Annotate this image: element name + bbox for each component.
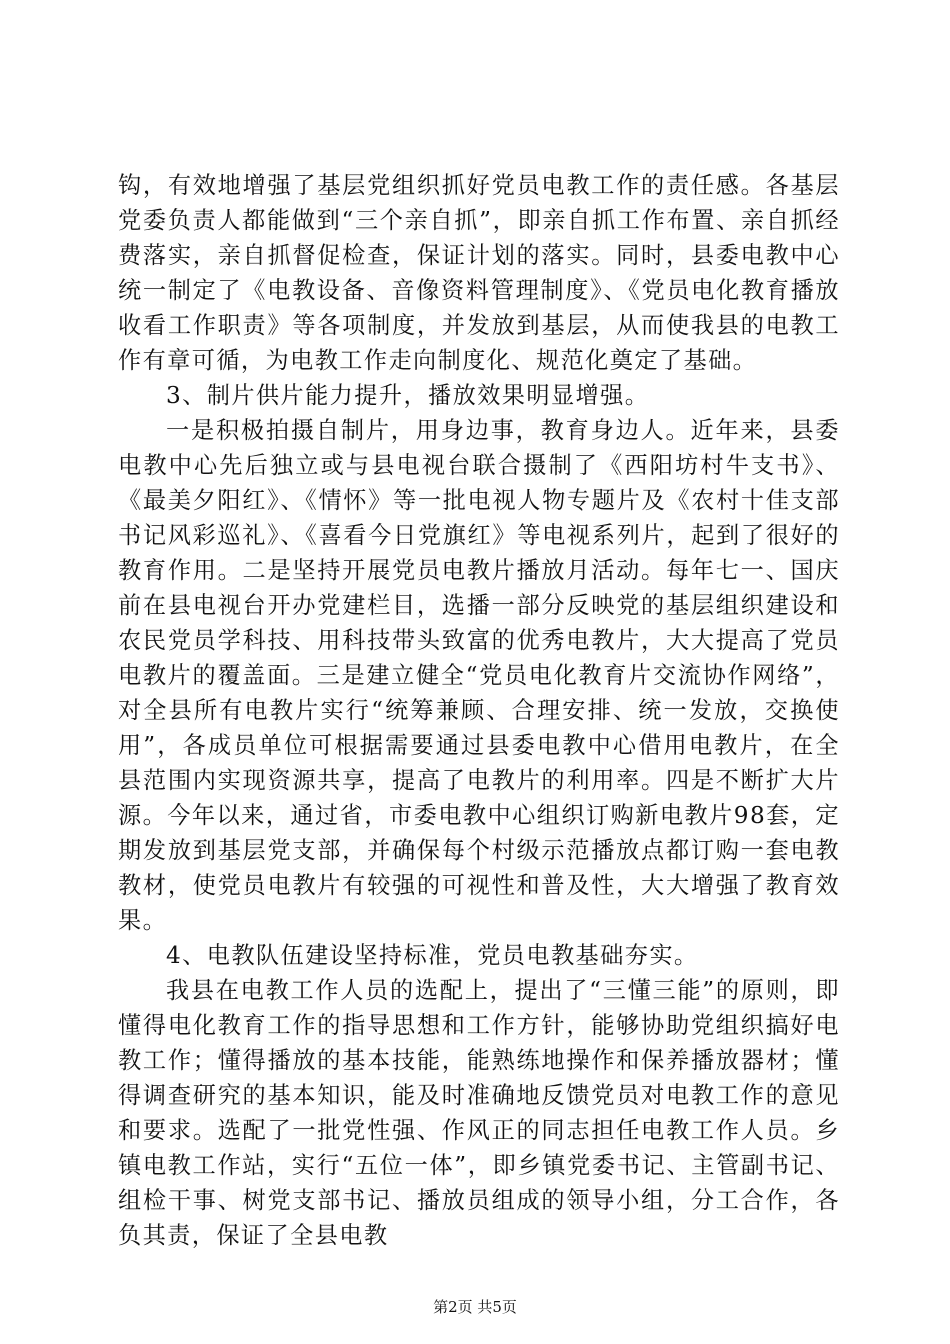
paragraph-section-3-body: 一是积极拍摄自制片，用身边事，教育身边人。近年来，县委电教中心先后独立或与县电视台联合摄制了《西阳坊村牛支书》、《最美夕阳红》、《情怀》等一批电视人物专题片及《农村十佳支部书记风彩巡礼》、《喜看今日党旗红》等电视系列片，起到了很好的教育作用。二是坚持开展党员电教片播放月活动。每年七一、国庆前在县电视台开办党建栏目，选播一部分反映党的基层组织建设和农民党员学科技、用科技带头致富的优秀电教片，大大提高了党员电教片的覆盖面。三是建立健全“党员电化教育片交流协作网络”，对全县所有电教片实行“统筹兼顾、合理安排、统一发放，交换使用”，各成员单位可根据需要通过县委电教中心借用电教片，在全县范围内实现资源共享，提高了电教片的利用率。四是不断扩大片源。今年以来，通过省，市委电教中心组织订购新电教片98套，定期发放到基层党支部，并确保每个村级示范播放点都订购一套电教教材，使党员电教片有较强的可视性和普及性，大大增强了教育效果。	[118, 417, 840, 934]
section-heading-4: 4、电教队伍建设坚持标准，党员电教基础夯实。	[166, 942, 699, 969]
paragraph-section-4-body: 我县在电教工作人员的选配上，提出了“三懂三能”的原则，即懂得电化教育工作的指导思想和工作方针，能够协助党组织搞好电教工作；懂得播放的基本技能，能熟练地操作和保养播放器材；懂得调查研究的基本知识，能及时准确地反馈党员对电教工作的意见和要求。选配了一批党性强、作风正的同志担任电教工作人员。乡镇电教工作站，实行“五位一体”，即乡镇党委书记、主管副书记、组检干事、树党支部书记、播放员组成的领导小组，分工合作，各负其责，保证了全县电教	[118, 977, 840, 1249]
section-heading-3: 3、制片供片能力提升，播放效果明显增强。	[166, 382, 650, 409]
document-body	[118, 168, 840, 1253]
page-number-footer: 第2页 共5页	[433, 1298, 517, 1316]
paragraph-continuation: 钩，有效地增强了基层党组织抓好党员电教工作的责任感。各基层党委负责人都能做到“三个亲自抓”，即亲自抓工作布置、亲自抓经费落实，亲自抓督促检查，保证计划的落实。同时，县委电教中心统一制定了《电教设备、音像资料管理制度》、《党员电化教育播放收看工作职责》等各项制度，并发放到基层，从而使我县的电教工作有章可循，为电教工作走向制度化、规范化奠定了基础。	[118, 172, 840, 374]
